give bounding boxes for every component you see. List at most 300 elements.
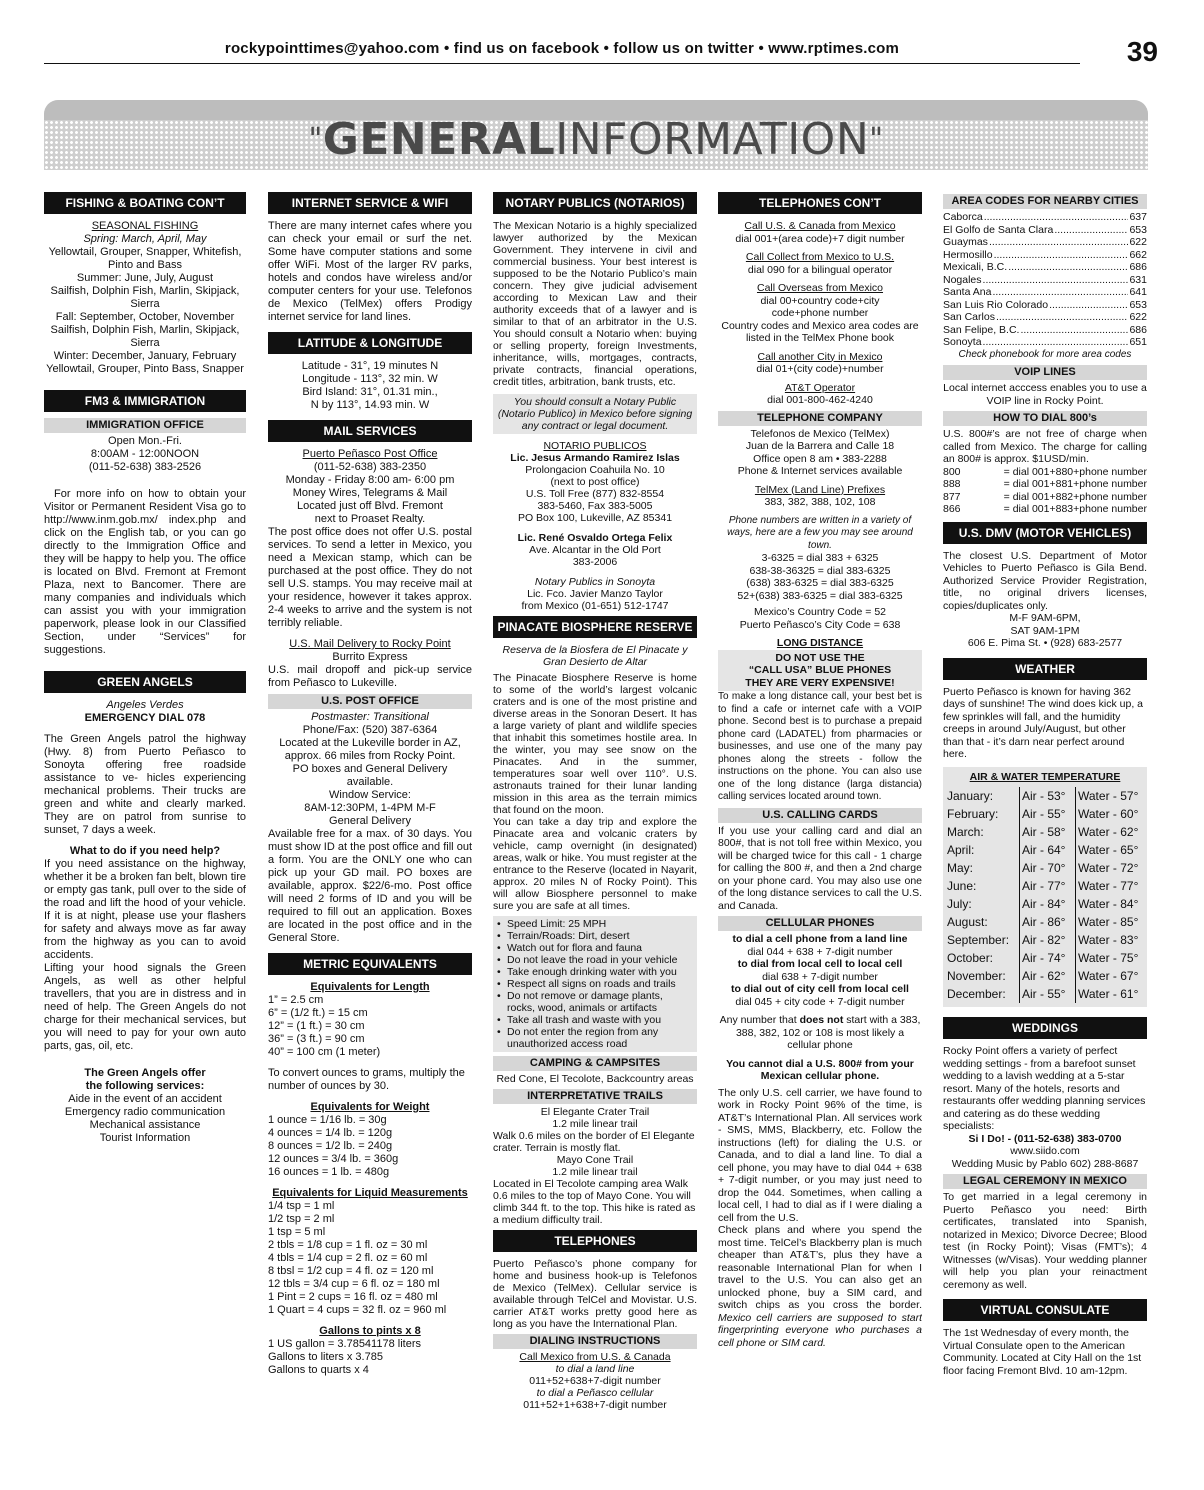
city-code: Puerto Peñasco’s City Code = 638 <box>739 618 901 631</box>
temp-row <box>947 949 1143 967</box>
call-us-text: dial 001+(area code)+7 digit number <box>735 232 905 245</box>
liquid-line: 1 tsp = 5 ml <box>268 1226 326 1238</box>
weddings-heading: WEDDINGS <box>943 1017 1147 1039</box>
call-mexico-head: Call Mexico from U.S. & Canada <box>519 1351 671 1363</box>
green-angels-offer-head: the following services: <box>85 1080 205 1092</box>
burrito-express: Burrito Express <box>332 651 408 663</box>
area-code: 637 <box>1129 211 1147 223</box>
area-code-row <box>943 286 1147 299</box>
dial-800-row <box>943 466 1147 479</box>
gallons-line: Gallons to quarts x 4 <box>268 1364 369 1376</box>
phone-example: 52+(638) 383-6325 = dial 383-6325 <box>737 589 903 602</box>
area-code: 653 <box>1129 298 1147 311</box>
general-delivery-paragraph: Available free for a max. of 30 days. You must show ID at the post office and fill out a form. You are the ONLY one who can pick up your GD mail. PO boxes are available, approx. $22/6-mo. Post office will need 2 forms of ID and you will be required to fill out an application. Boxes are located in the post office and in the General Store. <box>268 828 472 944</box>
dmv-line: M-F 9AM-6PM, <box>1009 612 1081 624</box>
notary-note: You should consult a Notary Public (Notario Publico) in Mexico before signing any contract or legal document. <box>493 394 697 434</box>
temp-row <box>947 967 1143 985</box>
long-distance-paragraph: To make a long distance call, your best bet is to find a cafe or internet cafe with a VOIP phone. Second best is to purchase a prepaid phone card (LADATEL) from pharmacies or businesses, and use one of the many pay phones along the streets - follow the instructions on the phone. You can also use one of the long distance (larga distancia) calling services located around town. <box>718 691 922 802</box>
camping-head: CAMPING & CAMPSITES <box>493 1056 697 1071</box>
temp-water: Water - 77° <box>1075 877 1141 895</box>
list-item: • Do not leave the road in your vehicle <box>497 954 693 966</box>
telephones-paragraph: Puerto Peñasco’s phone company for home and business hook-up is Telefonos de Mexico (TelMex). Cellular service is available through TelCel and Movistar. U.S. carrier AT&T works pretty good here as long as you have the International Plan. <box>493 1258 697 1330</box>
camping-text: Red Cone, El Tecolote, Backcountry areas <box>496 1073 694 1085</box>
area-city: Caborca <box>943 211 983 223</box>
us-post-office-line: Phone/Fax: (520) 387-6364 <box>302 724 438 736</box>
dmv-paragraph: The closest U.S. Department of Motor Vehicles to Puerto Peñasco is Gila Bend. Authorized Service Provider Registration, title, no original drivers licenses, copies/duplicates only. <box>943 549 1147 612</box>
postmaster: Postmaster: Transitional <box>311 711 429 723</box>
cell-dial-head: to dial out of city cell from local cell <box>731 983 909 995</box>
pinacate-subtitle: Reserva de la Biosfera de El Pinacate y Gran Desierto de Altar <box>502 644 688 668</box>
call-us-head: Call U.S. & Canada from Mexico <box>744 220 896 232</box>
fishing-line: Summer: June, July, August <box>76 272 214 284</box>
telco-line: Telefonos de Mexico (TelMex) <box>750 427 890 440</box>
pinacate-heading: PINACATE BIOSPHERE RESERVE <box>493 616 697 638</box>
temp-month: October: <box>947 951 994 965</box>
fm3-heading: FM3 & IMMIGRATION <box>44 390 246 412</box>
cell-number-note: Any number that does not start with a 383, 388, 382, 102 or 108 is most likely a cellular phone <box>719 1014 921 1051</box>
header-contact-line: rockypointtimes@yahoo.com • find us on facebook • follow us on twitter • www.rptimes.com <box>44 40 1080 64</box>
us-post-office-line: General Delivery <box>329 815 411 827</box>
cellular-paragraph: The only U.S. cell carrier, we have found to work in Rocky Point 96% of the time, is AT&T’s International Plan. All services work - SMS, MMS, Blackberry, etc. Follow the instructions (left) for dialing the U.S. or Canada, and to dial a land line. To dial a cell phone, you may have to dial 044 + 638 + 7-digit number, or you may just need to drop the 044. Sometimes, when calling a local cell, I had to dial as if I were dialing a cell from the U.S. <box>718 1086 922 1224</box>
temp-air: Air - 82° <box>1019 931 1075 949</box>
trails-head: INTERPRETATIVE TRAILS <box>493 1089 697 1104</box>
temp-water: Water - 62° <box>1075 823 1141 841</box>
column-2 <box>268 192 472 1452</box>
notary-1-name: Lic. Jesus Armando Ramirez Islas <box>510 452 680 464</box>
us-post-office-line: Window Service: <box>329 789 411 801</box>
virtual-consulate-heading: VIRTUAL CONSULATE <box>943 1299 1147 1321</box>
toll-free-prefix: 800 <box>943 465 961 478</box>
internet-heading: INTERNET SERVICE & WIFI <box>268 192 472 214</box>
temp-water: Water - 75° <box>1075 949 1141 967</box>
temp-row <box>947 913 1143 931</box>
call-collect-head: Call Collect from Mexico to U.S. <box>745 251 895 263</box>
area-city: San Felipe, B.C. <box>943 323 1020 336</box>
call-overseas-line: dial 00+country code+city <box>760 294 880 307</box>
calling-cards-head: U.S. CALLING CARDS <box>718 808 922 823</box>
temp-air: Air - 55° <box>1019 805 1075 823</box>
call-overseas-paragraph: Country codes and Mexico area codes are listed in the TelMex Phone book <box>721 319 919 344</box>
list-item: • Speed Limit: 25 MPH <box>497 918 693 930</box>
liquid-line: 1/4 tsp = 1 ml <box>268 1200 335 1212</box>
liquid-head: Equivalents for Liquid Measurements <box>272 1187 468 1199</box>
area-code: 641 <box>1129 286 1147 298</box>
area-code-row <box>943 324 1147 337</box>
immigration-line: 8:00AM - 12:00NOON <box>90 448 200 460</box>
mail-heading: MAIL SERVICES <box>268 420 472 442</box>
trail-1-name: El Elegante Crater Trail <box>540 1106 650 1118</box>
us-post-office-line: 8AM-12:30PM, 1-4PM M-F <box>304 802 436 814</box>
green-angels-subtitle: Angeles Verdes <box>106 699 184 711</box>
pinacate-rules-list <box>493 916 697 1052</box>
trail-2-name: Mayo Cone Trail <box>556 1154 634 1166</box>
green-angels-paragraph: Lifting your hood signals the Green Angels, as well as other helpful travellers, that you are in distress and in need of help. The Green Angels do not charge for their mechanical services, but you will need to pay for your own auto parts, gas, oil, etc. <box>44 962 246 1052</box>
sonoyta-notary-head: Notary Publics in Sonoyta <box>534 576 656 588</box>
temp-air: Air - 64° <box>1019 841 1075 859</box>
temp-air: Air - 70° <box>1019 859 1075 877</box>
dmv-line: SAT 9AM-1PM <box>1010 624 1080 637</box>
list-item: • Do not enter the region from any unauthorized access road <box>497 1026 693 1050</box>
att-operator-text: dial 001-800-462-4240 <box>767 394 873 406</box>
temp-air: Air - 62° <box>1019 967 1075 985</box>
sonoyta-notary-line: from Mexico (01-651) 512-1747 <box>521 600 669 612</box>
notary-2-line: Ave. Alcantar in the Old Port <box>529 544 661 556</box>
area-code: 653 <box>1129 223 1147 236</box>
temp-air: Air - 86° <box>1019 913 1075 931</box>
liquid-line: 1/2 tsp = 2 ml <box>268 1213 335 1225</box>
area-code-row <box>943 299 1147 312</box>
length-line: 12” = (1 ft.) = 30 cm <box>268 1020 365 1032</box>
banner-title <box>44 114 1148 166</box>
temp-air: Air - 74° <box>1019 949 1075 967</box>
notary-2-name: Lic. René Osvaldo Ortega Felix <box>517 532 673 544</box>
trail-2-length: 1.2 mile linear trail <box>552 1166 638 1178</box>
phone-example: 3-6325 = dial 383 + 6325 <box>761 552 879 564</box>
legal-ceremony-paragraph: To get married in a legal ceremony in Puerto Peñasco you need: Birth certificates, translated into Spanish, notarized in Mexico; Divorce Decree; Blood test (in Rocky Point); Visas (FMT’s); 4 Witnesses (w/Visas). Your wedding planner will help you plan your reinactment ceremony as well. <box>943 1191 1147 1291</box>
us-mail-head: U.S. Mail Delivery to Rocky Point <box>289 638 451 650</box>
area-code: 631 <box>1129 273 1147 286</box>
cellular-paragraph: Check plans and where you spend the most time. TelCel’s Blackberry plan is much cheaper than AT&T’s, plus they have a reasonable International Plan for when I travel to the U.S. You can also get an unlocked phone, buy a SIM card, and switch chips as you cross the border. Mexico cell carriers are supposed to start fingerprinting everyone who purchases a cell phone or SIM card. <box>718 1224 922 1349</box>
weather-heading: WEATHER <box>943 658 1147 680</box>
us-post-office-head: U.S. POST OFFICE <box>268 694 472 709</box>
call-collect-text: dial 090 for a bilingual operator <box>747 263 893 276</box>
banner-title-bold: GENERAL <box>322 114 556 165</box>
toll-free-prefix: 877 <box>943 490 961 503</box>
cellular-head: CELLULAR PHONES <box>718 916 922 931</box>
immigration-line: Open Mon.-Fri. <box>108 435 182 447</box>
phone-example: (638) 383-6325 = dial 383-6325 <box>746 577 894 589</box>
area-code: 622 <box>1129 236 1147 248</box>
temp-month: June: <box>947 879 977 893</box>
gallons-line: 1 US gallon = 3.78541178 liters <box>268 1338 421 1350</box>
weight-line: 12 ounces = 3/4 lb. = 360g <box>268 1153 399 1165</box>
call-overseas-head: Call Overseas from Mexico <box>756 282 884 294</box>
area-code: 622 <box>1129 311 1147 323</box>
dialing-instructions-head: DIALING INSTRUCTIONS <box>493 1334 697 1349</box>
phone-example: 638-38-36325 = dial 383-6325 <box>749 564 891 577</box>
green-angels-offer-head: The Green Angels offer <box>84 1067 206 1079</box>
telephone-company-head: TELEPHONE COMPANY <box>718 411 922 426</box>
dial-800-head: HOW TO DIAL 800’s <box>943 411 1147 426</box>
post-office-line: (011-52-638) 383-2350 <box>313 461 427 473</box>
area-city: San Luis Rio Colorado <box>943 298 1049 311</box>
toll-free-dial: = dial 001+882+phone number <box>1003 490 1147 503</box>
cell-dial-text: dial 638 + 7-digit number <box>762 970 878 983</box>
area-code-row <box>943 236 1147 249</box>
area-city: Mexicali, B.C. <box>943 261 1008 273</box>
area-code-row <box>943 274 1147 287</box>
mail-paragraph: The post office does not offer U.S. postal services. To send a letter in Mexico, you need a Mexican stamp, which can be purchased at the post office. They do not sell U.S. stamps. You may receive mail at your residence, however it takes approx. 2-4 weeks to arrive and the system is not terribly reliable. <box>268 526 472 629</box>
fishing-line: Sailfish, Dolphin Fish, Marlin, Skipjack, Sierra <box>50 285 240 310</box>
area-code-row <box>943 224 1147 237</box>
dial-800-row <box>943 503 1147 516</box>
page-number: 39 <box>1126 36 1158 67</box>
phone-format-note: Phone numbers are written in a variety of ways, here are a few you may see around town. <box>727 514 913 551</box>
notary-paragraph: The Mexican Notario is a highly specialized lawyer authorized by the Mexican Government. They intervene in civil and commercial business. Your best interest is supposed to be the Notario Publico’s main concern. They give judicial advisement according to Mexican Law and their authority exceeds that of a lawyer and is similar to that of an arbitrator in the U.S. You should consult a Notario when: buying or selling property, foreign Investments, inheritance, wills, mortgages, contracts, private contracts, financial operations, credit titles, arbitration, bank trusts, etc. <box>493 220 697 388</box>
dial-800-paragraph: U.S. 800#’s are not free of charge when called from Mexico. The charge for calling an 800# is approx. $1USD/min. <box>943 428 1147 465</box>
length-line: 40” = 100 cm (1 meter) <box>268 1046 381 1058</box>
temp-row <box>947 931 1143 949</box>
internet-paragraph: There are many internet cafes where you can check your email or surf the net. Some have computer stations and some offer WiFi. Most of the larger RV parks, hotels and condos have wireless and/or computer centers for your use. Telefonos de Mexico (TelMex) offers Prodigy internet service for land lines. <box>268 220 472 323</box>
telco-line: Juan de la Barrera and Calle 18 <box>745 440 895 452</box>
cell-dial-head: to dial a cell phone from a land line <box>732 933 908 945</box>
no-800-note: You cannot dial a U.S. 800# from your Mexican cellular phone. <box>726 1057 914 1082</box>
call-city-head: Call another City in Mexico <box>757 350 883 363</box>
banner-open-quote: " <box>308 122 323 157</box>
latlong-line: Latitude - 31°, 19 minutes N <box>301 360 439 372</box>
green-angels-service: Aide in the event of an accident <box>68 1093 222 1105</box>
temp-month: August: <box>947 915 988 929</box>
banner-close-quote: " <box>869 122 884 157</box>
latlong-line: Longitude - 113°, 32 min. W <box>302 373 438 385</box>
dial-line: to dial a land line <box>555 1363 635 1375</box>
fishing-heading: FISHING & BOATING CON’T <box>44 192 246 214</box>
temp-air: Air - 84° <box>1019 895 1075 913</box>
virtual-consulate-paragraph: The 1st Wednesday of every month, the Virtual Consulate open to the American Community. Located at City Hall on the 1st floor facing Fremont Blvd. 10 am-12pm. <box>943 1327 1142 1377</box>
notary-2-line: 383-2006 <box>572 556 618 568</box>
warning-line: THEY ARE VERY EXPENSIVE! <box>745 676 895 689</box>
voip-head: VOIP LINES <box>943 365 1147 380</box>
fishing-line: Winter: December, January, February <box>53 350 237 362</box>
green-angels-emergency: EMERGENCY DIAL 078 <box>84 712 206 724</box>
prefixes-text: 383, 382, 388, 102, 108 <box>764 496 876 508</box>
fishing-line: Yellowtail, Grouper, Pinto Bass, Snapper <box>46 363 244 375</box>
temp-month: May: <box>947 861 974 875</box>
dial-line: 011+52+638+7-digit number <box>529 1375 661 1387</box>
post-office-line: Money Wires, Telegrams & Mail <box>292 487 448 499</box>
call-overseas-line: code+phone number <box>771 307 869 319</box>
metric-heading: METRIC EQUIVALENTS <box>268 953 472 975</box>
temp-air: Air - 77° <box>1019 877 1075 895</box>
temp-month: December: <box>947 987 1006 1001</box>
cell-dial-text: dial 044 + 638 + 7-digit number <box>747 945 893 958</box>
temp-month: January: <box>947 789 994 803</box>
si-i-do-contact: Si I Do! - (011-52-638) 383-0700 <box>968 1132 1122 1145</box>
burrito-paragraph: U.S. mail dropoff and pick-up service from Peñasco to Lukeville. <box>268 664 472 689</box>
temp-row <box>947 841 1143 859</box>
weddings-paragraph: Rocky Point offers a variety of perfect wedding settings - from a barefoot sunset wedding to a lavish wedding at a 5-star resort. Many of the hotels, resorts and restaurants offer wedding planning services and catering as do these wedding specialists: <box>943 1045 1146 1132</box>
temp-air: Air - 55° <box>1019 985 1075 1003</box>
area-city: Nogales <box>943 273 982 286</box>
legal-ceremony-head: LEGAL CEREMONY IN MEXICO <box>943 1174 1147 1189</box>
area-code-row <box>943 211 1147 224</box>
temp-air: Air - 58° <box>1019 823 1075 841</box>
us-post-office-line: Located at the Lukeville border in AZ, <box>279 737 461 749</box>
area-city: Santa Ana <box>943 286 992 298</box>
warning-line: DO NOT USE THE <box>775 651 865 664</box>
temp-month: September: <box>947 933 1010 947</box>
toll-free-prefix: 866 <box>943 503 961 515</box>
immigration-line: (011-52-638) 383-2526 <box>88 461 202 473</box>
temp-row <box>947 895 1143 913</box>
list-item: • Take enough drinking water with you <box>497 966 693 978</box>
temp-row <box>947 823 1143 841</box>
notary-heading: NOTARY PUBLICS (NOTARIOS) <box>493 192 697 214</box>
notary-1-line: 383-5460, Fax 383-5005 <box>537 500 653 512</box>
weight-line: 1 ounce = 1/16 lb. = 30g <box>268 1114 387 1126</box>
green-angels-service: Tourist Information <box>99 1132 191 1144</box>
weight-line: 8 ounces = 1/2 lb. = 240g <box>268 1140 393 1152</box>
temp-water: Water - 60° <box>1075 805 1141 823</box>
area-city: San Carlos <box>943 311 995 323</box>
ounces-note: To convert ounces to grams, multiply the number of ounces by 30. <box>268 1067 465 1092</box>
temp-water: Water - 72° <box>1075 859 1141 877</box>
toll-free-dial: = dial 001+880+phone number <box>1003 465 1147 478</box>
notary-1-line: (next to post office) <box>550 476 640 488</box>
us-post-office-line: PO boxes and General Delivery available. <box>292 763 448 788</box>
liquid-line: 4 tbls = 1/4 cup = 2 fl. oz = 60 ml <box>268 1252 428 1264</box>
temp-row <box>947 805 1143 823</box>
post-office-line: Located just off Blvd. Fremont <box>297 500 443 512</box>
dial-800-row <box>943 478 1147 491</box>
fishing-line: Pinto and Bass <box>108 259 182 271</box>
area-codes-head: AREA CODES FOR NEARBY CITIES <box>943 194 1147 209</box>
temp-air: Air - 53° <box>1019 787 1075 805</box>
column-1 <box>44 192 246 1452</box>
area-code: 662 <box>1129 248 1147 261</box>
length-line: 1” = 2.5 cm <box>268 994 324 1006</box>
notary-1-line: Prolongacion Coahuila No. 10 <box>525 464 665 476</box>
fishing-line: Spring: March, April, May <box>83 233 207 245</box>
pinacate-paragraph: The Pinacate Biosphere Reserve is home to some of the world’s largest volcanic craters and is one of the most pristine and diverse areas in the Sonoran Desert. It has a large variety of plant and wildlife species that inhabit this sometimes hostile area. In the winter, you may see snow on the Pinacates. And in the summer, temperatures soar well over 110°. U.S. astronauts trained for their lunar landing mission in this area as the terrain mimics that found on the moon. <box>493 672 697 816</box>
telephones-heading: TELEPHONES <box>493 1230 697 1252</box>
list-item: • Respect all signs on roads and trails <box>497 978 693 990</box>
area-city: Sonoyta <box>943 336 982 348</box>
temp-month: March: <box>947 825 984 839</box>
area-code-row <box>943 311 1147 324</box>
temp-row <box>947 787 1143 805</box>
weather-paragraph: Puerto Peñasco is known for having 362 days of sunshine! The wind does kick up, a few sprinkles will fall, and the humidity creeps in around July/August, but other than that - it’s darn near perfect around here. <box>943 685 1144 760</box>
immigration-paragraph: For more info on how to obtain your Visitor or Permanent Resident Visa go to http://www.inm.gob.mx/ index.php and click on the English tab, or you can go directly to the Immigration Office and they will be happy to help you. The office is located on Blvd. Fremont at Fremont Plaza, next to Bancomer. There are many companies and individuals which can assist you with your immigration paperwork, please look in our Classified Section, under “Services” for suggestions. <box>44 488 246 656</box>
area-code-row <box>943 261 1147 274</box>
toll-free-prefix: 888 <box>943 478 961 490</box>
seasonal-fishing-subhead: SEASONAL FISHING <box>91 220 199 232</box>
section-banner <box>44 100 1148 170</box>
notary-1-line: U.S. Toll Free (877) 832-8554 <box>525 488 665 500</box>
fishing-line: Yellowtail, Grouper, Snapper, Whitefish, <box>48 246 242 258</box>
length-line: 6” = (1/2 ft.) = 15 cm <box>268 1007 368 1019</box>
telephones-cont-heading: TELEPHONES CON’T <box>718 192 922 214</box>
gallons-head: Gallons to pints x 8 <box>319 1325 421 1337</box>
liquid-line: 1 Pint = 2 cups = 16 fl. oz = 480 ml <box>268 1291 438 1303</box>
liquid-line: 1 Quart = 4 cups = 32 fl. oz = 960 ml <box>268 1304 447 1316</box>
trail-2-text: Located in El Tecolote camping area Walk 0.6 miles to the top of Mayo Cone. You will climb 344 ft. to the top. This hike is rated as a medium difficulty trail. <box>493 1178 696 1226</box>
weight-line: 16 ounces = 1 lb. = 480g <box>268 1166 390 1178</box>
temp-month: November: <box>947 969 1006 983</box>
temp-water: Water - 85° <box>1075 913 1141 931</box>
temp-row <box>947 859 1143 877</box>
warning-line: “CALL USA” BLUE PHONES <box>748 664 892 676</box>
area-code-row <box>943 336 1147 349</box>
cell-dial-text: dial 045 + city code + 7-digit number <box>735 995 905 1008</box>
green-angels-service: Emergency radio communication <box>64 1106 226 1118</box>
green-angels-help-head: What to do if you need help? <box>69 845 221 857</box>
temp-row <box>947 877 1143 895</box>
call-city-text: dial 01+(city code)+number <box>756 363 884 375</box>
cell-dial-head: to dial from local cell to local cell <box>737 958 903 970</box>
column-4 <box>718 192 922 1452</box>
area-city: Hermosillo <box>943 248 993 261</box>
temp-month: April: <box>947 843 975 857</box>
country-code: Mexico’s Country Code = 52 <box>754 606 886 618</box>
post-office-head: Puerto Peñasco Post Office <box>302 448 438 460</box>
fishing-line: Fall: September, October, November <box>55 311 235 323</box>
latlong-line: Bird Island: 31°, 01.31 min., <box>302 386 438 398</box>
notary-1-line: PO Box 100, Lukeville, AZ 85341 <box>517 512 673 524</box>
post-office-line: Monday - Friday 8:00 am- 6:00 pm <box>285 474 455 486</box>
us-post-office-line: approx. 66 miles from Rocky Point. <box>284 750 456 762</box>
notario-list-head: NOTARIO PUBLICOS <box>543 440 647 452</box>
pinacate-paragraph: You can take a day trip and explore the Pinacate area and volcanic craters by vehicle, camp overnight (in designated) areas, walk or hike. You must register at the entrance to the Reserve (located in Nayarit, approx. 20 miles N of Rocky Point). This will allow Biosphere personnel to make sure you are safe at all times. <box>493 816 697 912</box>
temp-water: Water - 83° <box>1075 931 1141 949</box>
temp-water: Water - 67° <box>1075 967 1141 985</box>
list-item: • Do not remove or damage plants, rocks, wood, animals or artifacts <box>497 990 693 1014</box>
green-angels-heading: GREEN ANGELS <box>44 671 246 693</box>
att-operator-head: AT&T Operator <box>784 381 856 394</box>
latlong-line: N by 113°, 14.93 min. W <box>310 399 430 411</box>
temp-water: Water - 57° <box>1075 787 1141 805</box>
prefixes-head: TelMex (Land Line) Prefixes <box>754 483 886 496</box>
banner-title-light: INFORMATION <box>555 114 870 165</box>
liquid-line: 2 tbls = 1/8 cup = 1 fl. oz = 30 ml <box>268 1239 428 1251</box>
toll-free-dial: = dial 001+881+phone number <box>1003 478 1147 490</box>
wedding-music: Wedding Music by Pablo 602) 288-8687 <box>951 1157 1139 1170</box>
area-code: 651 <box>1129 336 1147 348</box>
toll-free-dial: = dial 001+883+phone number <box>1003 503 1147 515</box>
temp-water: Water - 61° <box>1075 985 1141 1003</box>
liquid-line: 12 tbls = 3/4 cup = 6 fl. oz = 180 ml <box>268 1278 440 1290</box>
trail-1-text: Walk 0.6 miles on the border of El Elegante crater. Terrain is mostly flat. <box>493 1130 695 1154</box>
temp-water: Water - 65° <box>1075 841 1141 859</box>
weight-line: 4 ounces = 1/4 lb. = 120g <box>268 1127 393 1139</box>
si-i-do-site: www.siido.com <box>1010 1145 1080 1157</box>
length-line: 36” = (3 ft.) = 90 cm <box>268 1033 365 1045</box>
long-distance-head: LONG DISTANCE <box>776 637 864 649</box>
sonoyta-notary-line: Lic. Fco. Javier Manzo Taylor <box>527 588 663 600</box>
area-codes-list <box>943 211 1147 349</box>
length-head: Equivalents for Length <box>310 981 430 993</box>
temp-month: July: <box>947 897 972 911</box>
telco-line: Phone & Internet services available <box>737 465 903 477</box>
dial-800-rows <box>943 466 1147 516</box>
dmv-line: 606 E. Pima St. • (928) 683-2577 <box>967 637 1123 649</box>
temp-head: AIR & WATER TEMPERATURE <box>969 770 1121 783</box>
dmv-heading: U.S. DMV (MOTOR VEHICLES) <box>943 522 1147 544</box>
dial-800-row <box>943 491 1147 504</box>
list-item: • Watch out for flora and fauna <box>497 942 693 954</box>
area-city: Guaymas <box>943 236 988 248</box>
area-codes-note: Check phonebook for more area codes <box>958 348 1132 360</box>
green-angels-paragraph: If you need assistance on the highway, whether it be a broken fan belt, blown tire or empty gas tank, pull over to the side of the road and lift the hood of your vehicle. If it is at night, please use your flashers for safety and always move as far away from the highway as you can to avoid accidents. <box>44 858 246 961</box>
temp-water: Water - 84° <box>1075 895 1141 913</box>
temperature-table <box>943 767 1147 1008</box>
post-office-line: next to Proaset Realty. <box>314 513 426 525</box>
trail-1-length: 1.2 mile linear trail <box>552 1118 638 1130</box>
blue-phone-warning <box>718 650 922 692</box>
area-code: 686 <box>1129 323 1147 336</box>
dial-line: 011+52+1+638+7-digit number <box>523 1399 667 1411</box>
calling-cards-paragraph: If you use your calling card and dial an 800#, that is not toll free within Mexico, you will be charged twice for this call - 1 charge for calling the 800 #, and then a 2nd charge on your phone card. You may also use one of the long distance services to call the U.S. and Canada. <box>718 824 922 912</box>
dial-line: to dial a Peñasco cellular <box>536 1387 654 1399</box>
immigration-office-head: IMMIGRATION OFFICE <box>44 418 246 433</box>
list-item: • Terrain/Roads: Dirt, desert <box>497 930 693 942</box>
latlong-heading: LATITUDE & LONGITUDE <box>268 332 472 354</box>
telco-line: Office open 8 am • 383-2288 <box>753 452 887 465</box>
area-code-row <box>943 249 1147 262</box>
column-5 <box>943 192 1147 1452</box>
weight-head: Equivalents for Weight <box>310 1101 430 1113</box>
temp-month: February: <box>947 807 999 821</box>
